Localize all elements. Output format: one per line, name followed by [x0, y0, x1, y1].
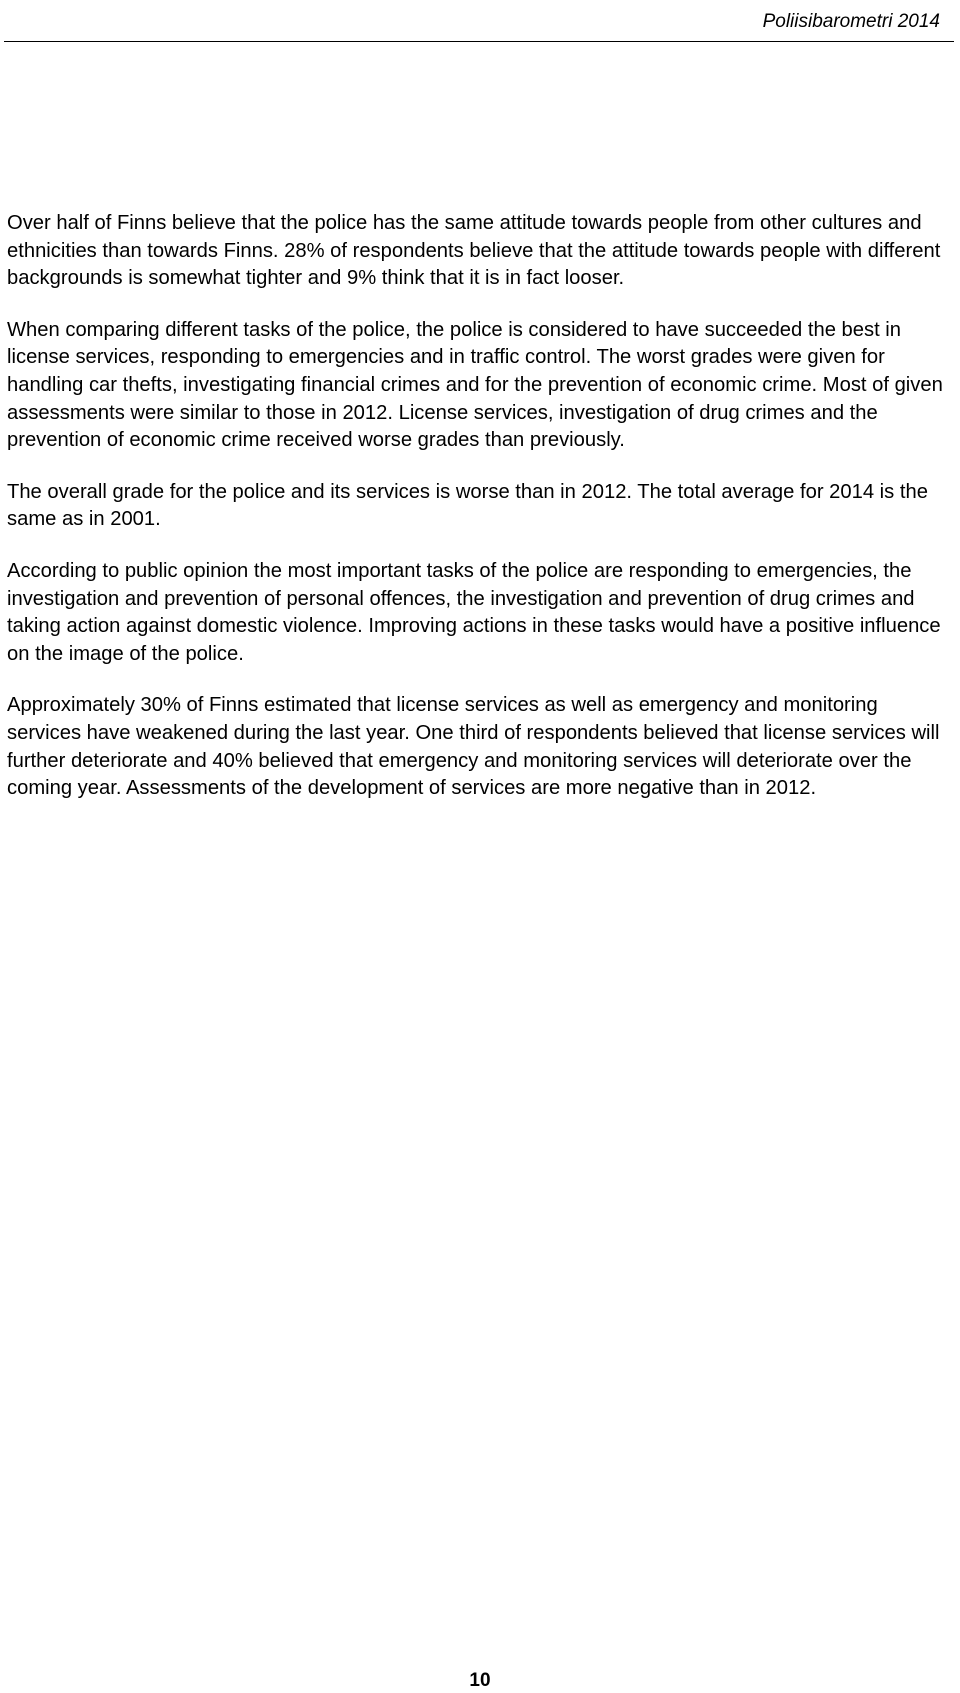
page-header — [4, 0, 954, 42]
page-number: 10 — [469, 1670, 491, 1691]
paragraph-important-tasks: According to public opinion the most important tasks of the police are responding to emergencies, the investigation and prevention of personal offences, the investigation and prevention of drug crimes and taking action against domestic violence. Improving actions in these tasks would have a positive influence on the image of the police. — [7, 559, 941, 665]
document-title: Poliisibarometri 2014 — [762, 11, 940, 32]
paragraph-attitudes: Over half of Finns believe that the police has the same attitude towards people from other cultures and ethnicities than towards Finns. 28% of respondents believe that the attitude towards people with different backgrounds is somewhat tighter and 9% think that it is in fact looser. — [7, 212, 941, 290]
paragraph-overall-grade: The overall grade for the police and its services is worse than in 2012. The total average for 2014 is the same as in 2001. — [7, 480, 928, 531]
body-text — [7, 210, 947, 827]
paragraph-task-grades: When comparing different tasks of the police, the police is considered to have succeeded the best in license services, responding to emergencies and in traffic control. The worst grades were given for handling car thefts, investigating financial crimes and for the prevention of economic crime. Most of given assessments were similar to those in 2012. License services, investigation of drug crimes and the prevention of economic crime received worse grades than previously. — [7, 318, 943, 452]
paragraph-service-development: Approximately 30% of Finns estimated that license services as well as emergency and monitoring services have weakened during the last year. One third of respondents believed that license services will further deteriorate and 40% believed that emergency and monitoring services will deteriorate over the coming year. Assessments of the development of services are more negative than in 2012. — [7, 694, 940, 800]
